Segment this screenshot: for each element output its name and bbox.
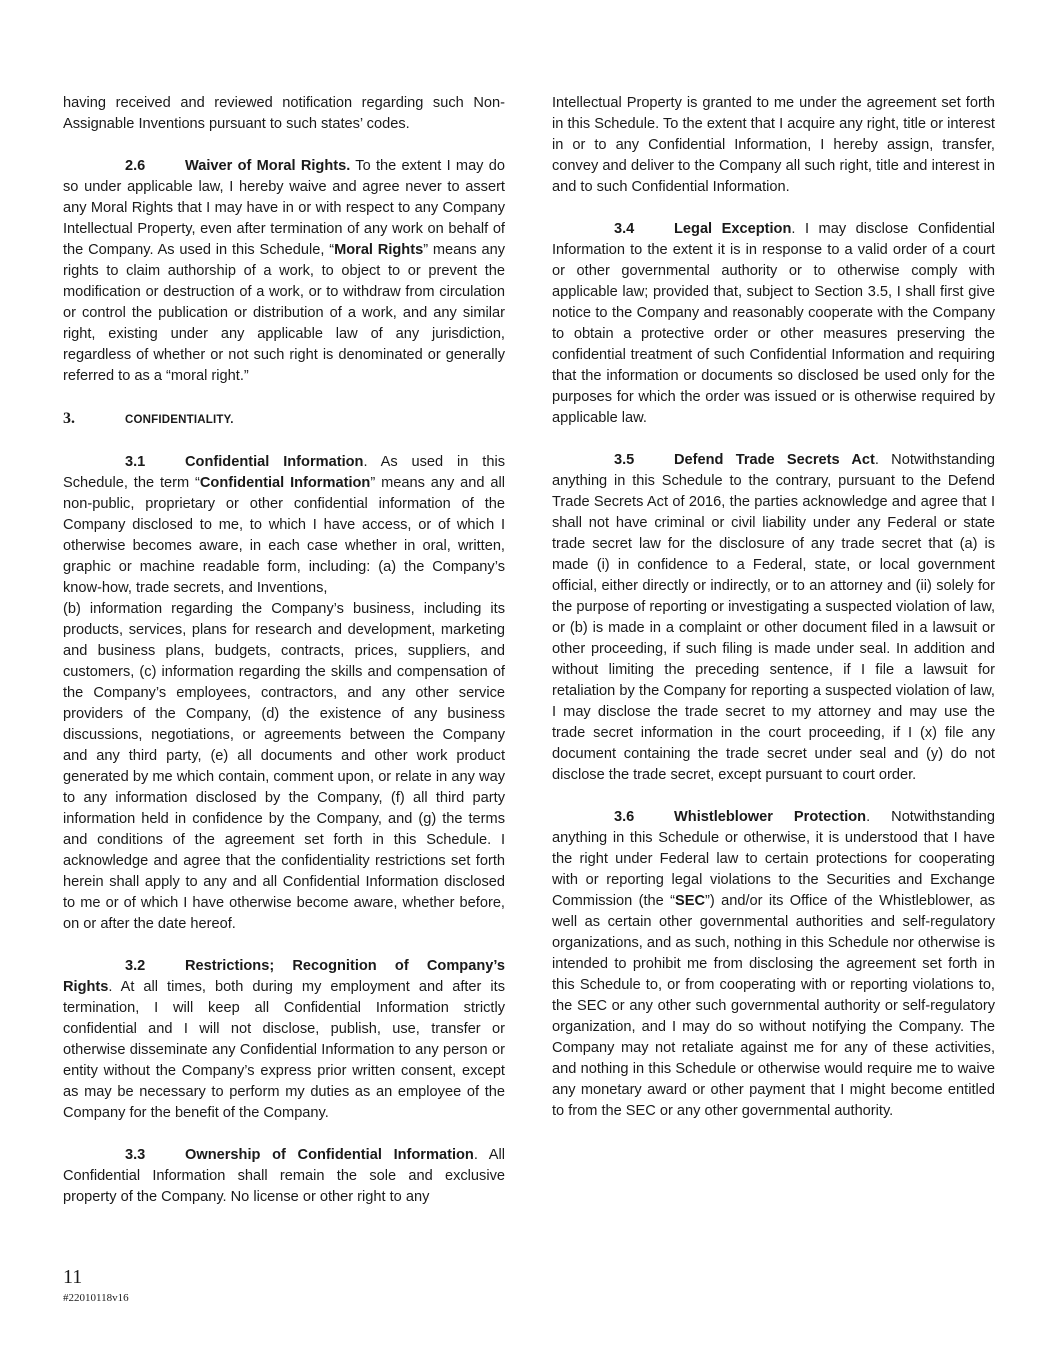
defined-term: SEC	[675, 893, 706, 909]
section-number: 3.	[63, 410, 75, 427]
section-heading: Confidential Information	[185, 454, 364, 470]
section-3-3: 3.3 Ownership of Confidential Information. All Confidential Information shall remain the sole and exclusive property of the Company. No license or other right to any	[63, 1147, 505, 1205]
right-column	[552, 93, 995, 1122]
document-id: #22010118v16	[63, 1292, 129, 1304]
section-2-6: 2.6 Waiver of Moral Rights. To the extent I may do so under applicable law, I hereby waive and agree never to assert any Moral Rights that I may have in or with respect to any Company Intellectual Property, even after termination of any work on behalf of the Company. As used in this Schedule, “Moral Rights” means any rights to claim authorship of a work, to object to or prevent the modification or destruction of a work, or to withdraw from circulation or control the publication or distribution of a work, and any similar right, existing under any applicable law of any jurisdiction, regardless of whether or not such right is denominated or generally referred to as a “moral right.”	[63, 158, 505, 384]
section-3-4: 3.4 Legal Exception. I may disclose Confidential Information to the extent it is in response to a valid order of a court or other governmental authority or to otherwise comply with applicable law; provided that, subject to Section 3.5, I shall first give notice to the Company and reasonably cooperate with the Company to obtain a protective order or other measures preserving the confidential treatment of such Confidential Information and requiring that the information or documents so disclosed be used only for the purposes for which the order was issued or is otherwise required by applicable law.	[552, 221, 995, 426]
section-title: CONFIDENTIALITY.	[125, 414, 234, 426]
section-heading: Defend Trade Secrets Act	[674, 452, 875, 468]
section-3-2: 3.2 Restrictions; Recognition of Company’s Rights. At all times, both during my employment and after its termination, I will keep all Confidential Information strictly confidential and I will not disclose, publish, use, transfer or otherwise disseminate any Confidential Information to any person or entity without the Company’s express prior written consent, except as may be necessary to perform my duties as an employee of the Company for the benefit of the Company.	[63, 958, 505, 1121]
defined-term: Moral Rights	[334, 242, 424, 258]
section-number: 3.4	[614, 221, 635, 237]
section-heading: Waiver of Moral Rights.	[185, 158, 351, 174]
section-number: 3.2	[125, 958, 146, 974]
section-number: 3.5	[614, 452, 635, 468]
section-heading: Ownership of Confidential Information	[185, 1147, 474, 1163]
paragraph-intro: having received and reviewed notification regarding such Non-Assignable Inventions pursuant to such states’ codes.	[63, 95, 505, 132]
section-heading: Legal Exception	[674, 221, 792, 237]
section-number: 3.3	[125, 1147, 146, 1163]
section-3-heading	[63, 408, 505, 431]
section-number: 2.6	[125, 158, 146, 174]
section-3-5: 3.5 Defend Trade Secrets Act. Notwithstanding anything in this Schedule to the contrary, pursuant to the Defend Trade Secrets Act of 2016, the parties acknowledge and agree that I shall not have criminal or civil liability under any Federal or state trade secret law for the disclosure of any trade secret that (a) is made (i) in confidence to a Federal, state, or local government official, either directly or indirectly, or to an attorney and (ii) solely for the purpose of reporting or investigating a suspected violation of law, or (b) is made in a complaint or other document filed in a lawsuit or other proceeding, if such filing is made under seal. In addition and without limiting the preceding sentence, if I file a lawsuit for retaliation by the Company for reporting a suspected violation of law, I may disclose the trade secret to my attorney and may use the trade secret information in the court proceeding, if I (x) file any document containing the trade secret under seal and (y) do not disclose the trade secret, except pursuant to court order.	[552, 452, 995, 783]
section-3-1: 3.1 Confidential Information. As used in this Schedule, the term “Confidential Information” means any and all non-public, proprietary or other confidential information of the Company disclosed to me, to which I have access, or of which I otherwise becomes aware, in each case whether in oral, written, graphic or machine readable form, including: (a) the Company’s know-how, trade secrets, and Inventions,	[63, 454, 505, 596]
left-column	[63, 93, 505, 1208]
paragraph-continued: Intellectual Property is granted to me under the agreement set forth in this Schedule. To the extent that I acquire any right, title or interest in or to any Confidential Information, I hereby assign, transfer, convey and deliver to the Company all such right, title and interest in and to such Confidential Information.	[552, 95, 995, 195]
section-heading: Restrictions; Recognition of Company’s Rights	[63, 958, 505, 995]
section-number: 3.6	[614, 809, 635, 825]
section-number: 3.1	[125, 454, 146, 470]
section-heading: Whistleblower Protection	[674, 809, 867, 825]
defined-term: Confidential Information	[199, 475, 371, 491]
section-3-6: 3.6 Whistleblower Protection. Notwithstanding anything in this Schedule or otherwise, it is understood that I have the right under Federal law to certain protections for cooperating with or reporting legal violations to the Securities and Exchange Commission (the “SEC”) and/or its Office of the Whistleblower, as well as certain other governmental authorities and self-regulatory organizations, and as such, nothing in this Schedule nor otherwise is intended to prohibit me from disclosing the agreement set forth in this Schedule to, or from cooperating with or reporting violations to, the SEC or any other such governmental authority or self-regulatory organization, and I may do so without notifying the Company. The Company may not retaliate against me for any of these activities, and nothing in this Schedule or otherwise would require me to waive any monetary award or other payment that I might become entitled to from the SEC or any other governmental authority.	[552, 809, 995, 1119]
section-3-1-continued: (b) information regarding the Company’s business, including its products, services, plans for research and development, marketing and business plans, budgets, contracts, prices, suppliers, and customers, (c) information regarding the skills and compensation of the Company’s employees, contractors, and any other service providers of the Company, (d) the existence of any business discussions, negotiations, or agreements between the Company and any third party, (e) all documents and other work product generated by me which contain, comment upon, or relate in any way to any information disclosed by the Company, (f) all third party information held in confidence by the Company, and (g) the terms and conditions of the agreement set forth in this Schedule. I acknowledge and agree that the confidentiality restrictions set forth herein shall apply to any and all Confidential Information disclosed to me or of which I have otherwise become aware, whether before, on or after the date hereof.	[63, 601, 505, 932]
page-number: 11	[63, 1266, 83, 1288]
